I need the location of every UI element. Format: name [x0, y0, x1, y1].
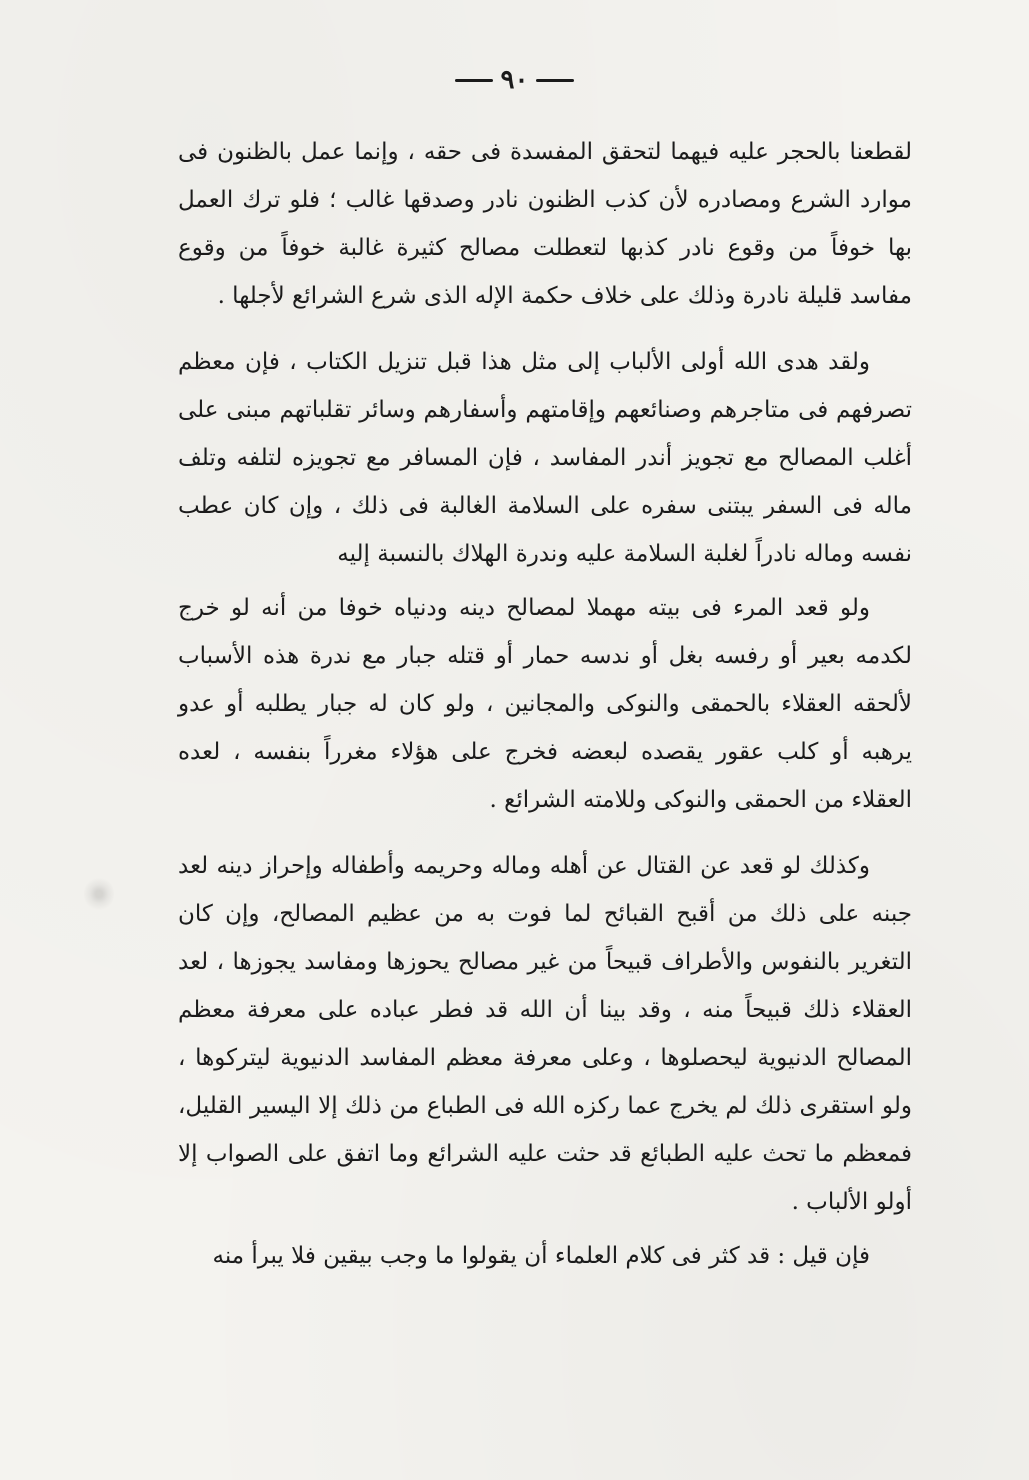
paragraph-4: وكذلك لو قعد عن القتال عن أهله وماله وحريمه وأطفاله وإحراز دينه لعد جبنه على ذلك من أقبح القبائح لما فوت به من عظيم المصالح، وإن كان التغرير بالنفوس والأطراف قبيحاً من غير مصالح يحوزها ومفاسد يجوزها ، لعد العقلاء ذلك قبيحاً منه ، وقد بينا أن الله قد فطر عباده على معرفة معظم المصالح الدنيوية ليحصلوها ، وعلى معرفة معظم المفاسد الدنيوية ليتركوها ، ولو استقرى ذلك لم يخرج عما ركزه الله فى الطباع من ذلك إلا اليسير القليل، فمعظم ما تحث عليه الطبائع قد حثت عليه الشرائع وما اتفق على الصواب إلا أولو الألباب .: [178, 853, 912, 1215]
page-header: [0, 60, 1029, 100]
paragraph-5: فإن قيل : قد كثر فى كلام العلماء أن يقولوا ما وجب بيقين فلا يبرأ منه: [212, 1243, 870, 1269]
header-right-dash: [536, 79, 574, 82]
body-text: [178, 128, 912, 1280]
paragraph-3: ولو قعد المرء فى بيته مهملا لمصالح دينه ودنياه خوفا من أنه لو خرج لكدمه بعير أو رفسه بغل أو ندسه حمار أو قتله جبار مع ندرة هذه الأسباب لألحقه العقلاء بالحمقى والنوكى والمجانين ، ولو كان له جبار يطلبه أو عدو يرهبه أو كلب عقور يقصده لبعضه فخرج على هؤلاء مغرراً بنفسه ، لعده العقلاء من الحمقى والنوكى وللامته الشرائع .: [178, 595, 912, 813]
page-number: ٩٠: [500, 65, 529, 95]
paragraph-1: لقطعنا بالحجر عليه فيهما لتحقق المفسدة فى حقه ، وإنما عمل بالظنون فى موارد الشرع ومصادره لأن كذب الظنون نادر وصدقها غالب ؛ فلو ترك العمل بها خوفاً من وقوع نادر كذبها لتعطلت مصالح كثيرة غالبة خوفاً من وقوع مفاسد قليلة نادرة وذلك على خلاف حكمة الإله الذى شرع الشرائع لأجلها .: [178, 139, 912, 309]
paragraph-2: ولقد هدى الله أولى الألباب إلى مثل هذا قبل تنزيل الكتاب ، فإن معظم تصرفهم فى متاجرهم وصنائعهم وإقامتهم وأسفارهم وسائر تقلباتهم مبنى على أغلب المصالح مع تجويز أندر المفاسد ، فإن المسافر مع تجويزه لتلفه وتلف ماله فى السفر يبتنى سفره على السلامة الغالبة فى ذلك ، وإن كان عطب نفسه وماله نادراً لغلبة السلامة عليه وندرة الهلاك بالنسبة إليه: [178, 349, 912, 567]
header-left-dash: [455, 79, 493, 82]
page-blemish: [84, 876, 114, 912]
